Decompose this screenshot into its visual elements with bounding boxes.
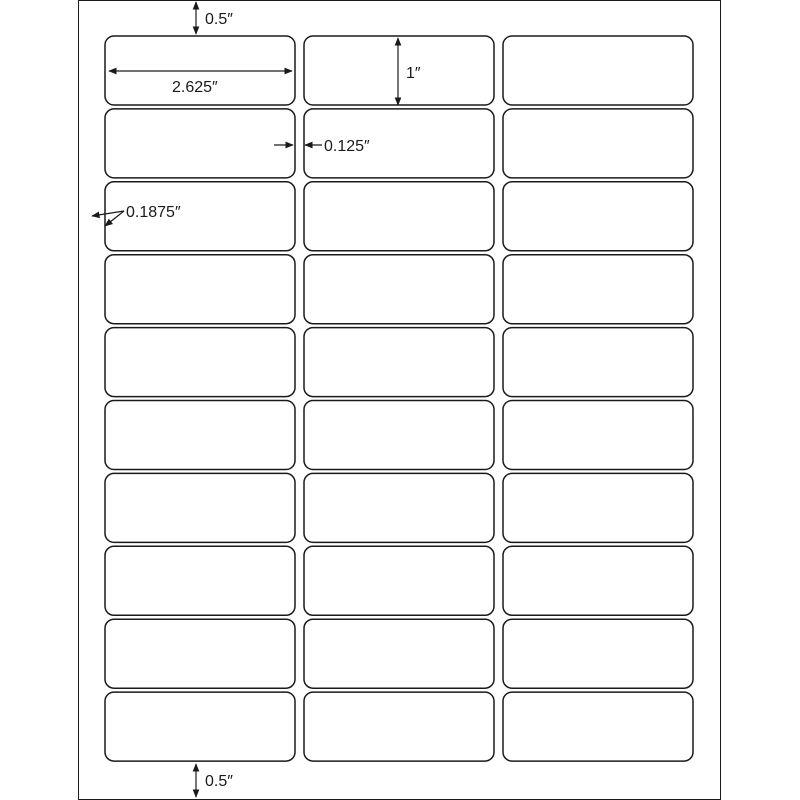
label-r8-c1 <box>105 546 295 615</box>
label-r8-c3 <box>503 546 693 615</box>
label-r5-c1 <box>105 328 295 397</box>
label-r6-c2 <box>304 401 494 470</box>
label-r2-c1 <box>105 109 295 178</box>
label-r10-c1 <box>105 692 295 761</box>
label-r10-c2 <box>304 692 494 761</box>
label-r5-c2 <box>304 328 494 397</box>
label-width-label: 2.625″ <box>172 79 218 96</box>
label-r9-c2 <box>304 619 494 688</box>
label-r1-c2 <box>304 36 494 105</box>
label-r9-c3 <box>503 619 693 688</box>
label-r7-c1 <box>105 473 295 542</box>
top-margin-label: 0.5″ <box>205 11 233 28</box>
label-r4-c3 <box>503 255 693 324</box>
label-r9-c1 <box>105 619 295 688</box>
label-r6-c1 <box>105 401 295 470</box>
label-r3-c2 <box>304 182 494 251</box>
label-r3-c3 <box>503 182 693 251</box>
label-r4-c2 <box>304 255 494 324</box>
label-r2-c3 <box>503 109 693 178</box>
side-margin-label: 0.1875″ <box>126 204 181 221</box>
bottom-margin-label: 0.5″ <box>205 773 233 790</box>
label-r8-c2 <box>304 546 494 615</box>
label-r1-c3 <box>503 36 693 105</box>
label-r7-c3 <box>503 473 693 542</box>
label-r10-c3 <box>503 692 693 761</box>
label-r5-c3 <box>503 328 693 397</box>
horizontal-gap-label: 0.125″ <box>324 138 370 155</box>
label-r6-c3 <box>503 401 693 470</box>
label-r4-c1 <box>105 255 295 324</box>
label-height-label: 1″ <box>406 65 421 82</box>
label-r7-c2 <box>304 473 494 542</box>
